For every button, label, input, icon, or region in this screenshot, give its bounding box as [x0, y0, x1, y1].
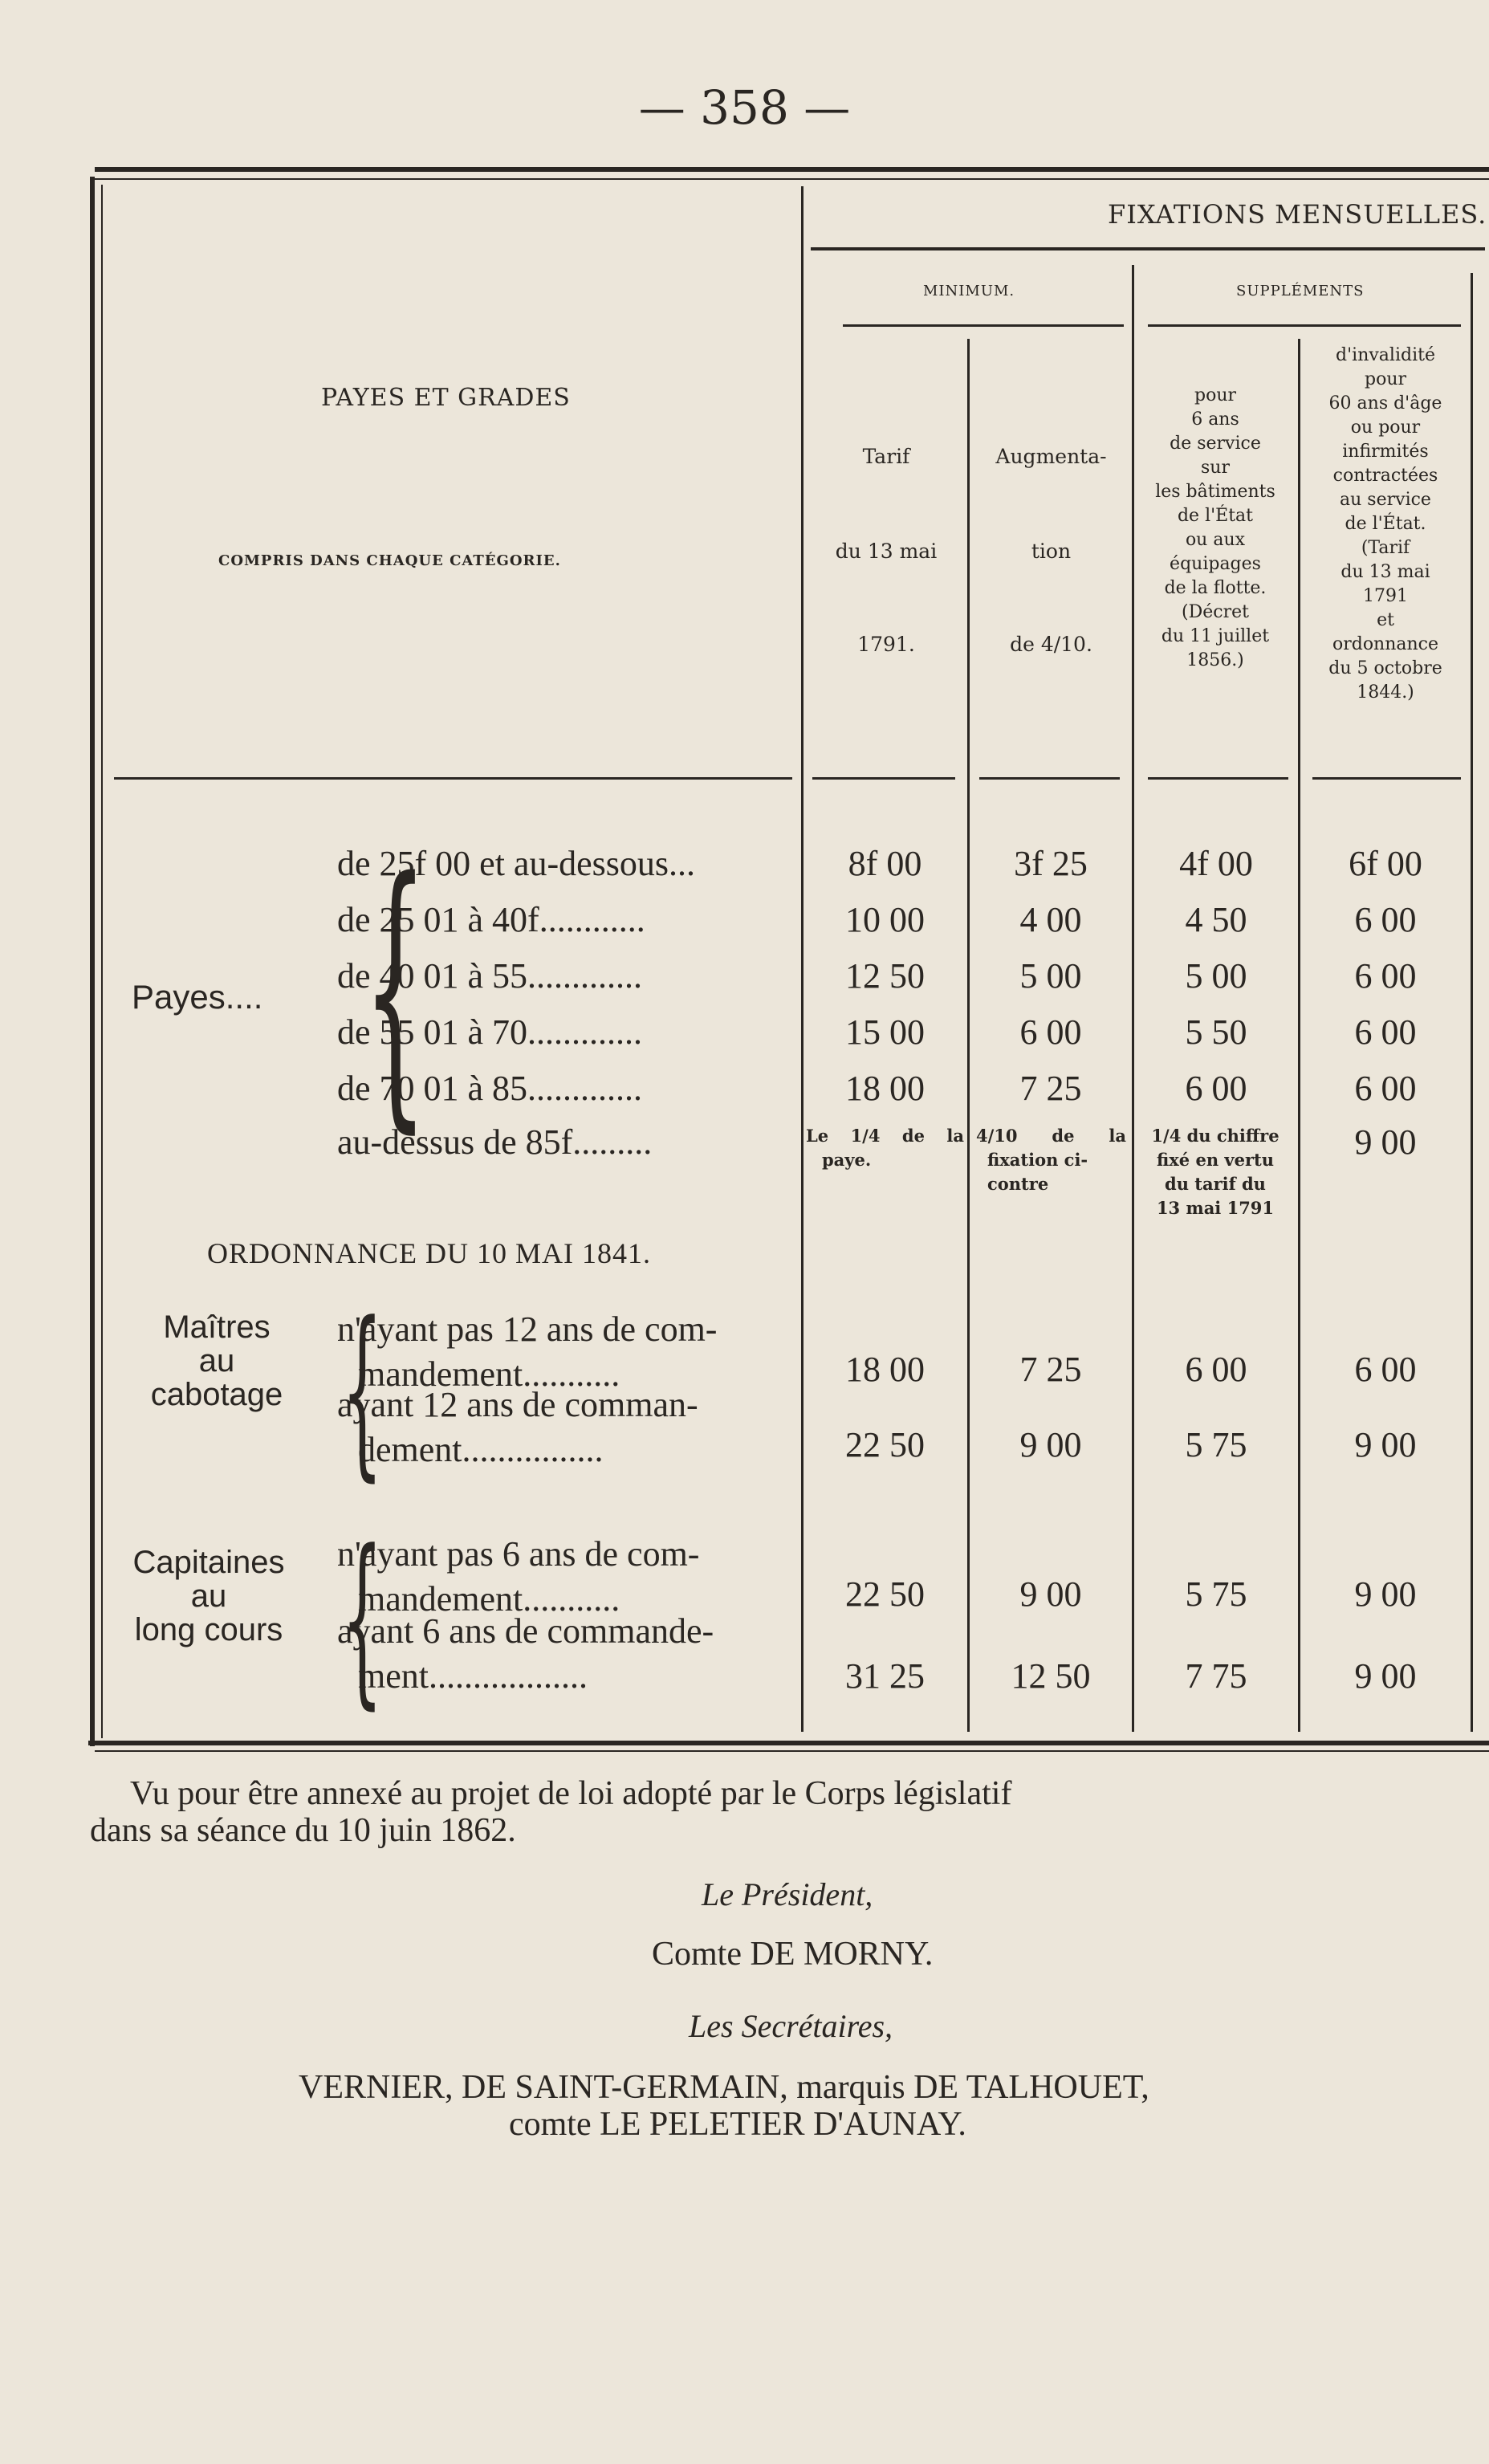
paye-row-supp1: 6 00	[1185, 1069, 1247, 1108]
maitres-row-label-line2: mandement...........	[358, 1354, 620, 1394]
president-title: Le Président,	[702, 1876, 873, 1912]
maitres-row-label-line2: dement................	[358, 1430, 604, 1469]
capitaines-label-line2: au	[190, 1578, 227, 1614]
capitaines-label-line1: Capitaines	[132, 1545, 285, 1580]
maitres-row-label	[337, 1383, 698, 1472]
paye-row-supp1: 5 00	[1185, 956, 1247, 996]
col-header-supp1-line11: du 11 juillet	[1161, 626, 1270, 646]
col-header-tarif-line3: 1791.	[857, 633, 915, 656]
secretaires-line2: comte LE PELETIER D'AUNAY.	[509, 2106, 966, 2143]
col-header-supp2-line11: 1791	[1363, 586, 1408, 606]
supplements-rule	[1148, 324, 1461, 327]
col-header-supp2-line5: infirmités	[1342, 442, 1429, 462]
col-header-tarif-line2: du 13 mai	[835, 540, 938, 563]
table-top-rule	[95, 167, 1489, 172]
col-header-supp1-line1: pour	[1194, 385, 1236, 405]
paye-row-aug: 6 00	[1019, 1012, 1082, 1052]
col-header-supp2	[1300, 344, 1471, 705]
col-header-supp2-line8: de l'État.	[1345, 514, 1426, 534]
col-header-augmentation	[973, 434, 1129, 668]
maitres-row-label-line1: ayant 12 ans de comman-	[337, 1385, 698, 1424]
minimum-rule	[843, 324, 1124, 327]
paye-row-label: de 70 01 à 85.............	[337, 1069, 643, 1108]
col-header-supp1-line5: les bâtiments	[1155, 482, 1275, 502]
last-paye-aug-line3: contre	[987, 1174, 1049, 1194]
paye-row-tarif: 10 00	[845, 900, 925, 939]
left-header-subtitle: COMPRIS DANS CHAQUE CATÉGORIE.	[218, 552, 561, 569]
header-bottom-rule-4	[1148, 777, 1288, 780]
col-header-supp2-line15: 1844.)	[1357, 682, 1414, 703]
col-header-supp2-line4: ou pour	[1350, 417, 1421, 438]
last-paye-s1-line4: 13 mai 1791	[1156, 1198, 1275, 1218]
maitres-brace: {	[341, 1284, 383, 1498]
col-header-supp1-line3: de service	[1170, 434, 1261, 454]
payes-label: Payes....	[132, 978, 263, 1016]
maitres-row-s2: 6 00	[1354, 1350, 1417, 1389]
last-paye-s1-line1: 1/4 du chiffre	[1151, 1126, 1279, 1146]
footer-line2: dans sa séance du 10 juin 1862.	[90, 1812, 516, 1849]
table-left-border	[90, 177, 95, 1746]
maitres-row-aug: 7 25	[1019, 1350, 1082, 1389]
col-header-supp1-line2: 6 ans	[1191, 409, 1239, 430]
president-name: Comte DE MORNY.	[652, 1936, 934, 1973]
col-header-supp2-line9: (Tarif	[1361, 538, 1410, 558]
paye-row-supp2: 6 00	[1354, 956, 1417, 996]
col-header-tarif-line1: Tarif	[862, 445, 910, 468]
capitaines-row-s1: 5 75	[1185, 1574, 1247, 1614]
capitaines-row-tarif: 22 50	[845, 1574, 925, 1614]
last-paye-tarif-line2: paye.	[822, 1150, 872, 1170]
ordonnance-title: ORDONNANCE DU 10 MAI 1841.	[207, 1237, 651, 1269]
col-sep-5	[1471, 273, 1473, 1732]
capitaines-row-label-line2: mandement...........	[358, 1579, 620, 1619]
last-paye-tarif-line1: Le 1/4 de la	[806, 1126, 964, 1146]
group-supplements: SUPPLÉMENTS	[1236, 283, 1365, 299]
last-paye-aug-line1: 4/10 de la	[976, 1126, 1126, 1146]
capitaines-row-aug: 9 00	[1019, 1574, 1082, 1614]
paye-row-label: de 25 01 à 40f............	[337, 900, 645, 939]
paye-row-supp2: 6 00	[1354, 900, 1417, 939]
col-header-supp1-line6: de l'État	[1177, 506, 1254, 526]
paye-row-supp1: 5 50	[1185, 1012, 1247, 1052]
paye-row-tarif: 12 50	[845, 956, 925, 996]
table-left-border-inner	[101, 185, 103, 1738]
table-bottom-rule-thin	[95, 1750, 1489, 1752]
table-top-rule-thin	[95, 178, 1489, 180]
paye-row-supp1: 4f 00	[1179, 844, 1253, 883]
payes-brace: {	[363, 821, 428, 1157]
group-minimum: MINIMUM.	[923, 283, 1015, 299]
col-header-supp2-line3: 60 ans d'âge	[1328, 393, 1442, 413]
last-paye-aug	[973, 1124, 1129, 1196]
maitres-row-s1: 6 00	[1185, 1350, 1247, 1389]
col-header-supp2-line14: du 5 octobre	[1328, 658, 1442, 678]
col-header-supp2-line13: ordonnance	[1332, 634, 1439, 654]
maitres-label	[136, 1310, 297, 1411]
footer-line1: Vu pour être annexé au projet de loi adopté par le Corps législatif	[130, 1775, 1012, 1812]
col-header-supp1-line4: sur	[1201, 458, 1230, 478]
maitres-label-line3: cabotage	[150, 1377, 283, 1412]
capitaines-label-line3: long cours	[134, 1612, 283, 1647]
paye-row-aug: 4 00	[1019, 900, 1082, 939]
capitaines-row-aug: 12 50	[1011, 1656, 1091, 1696]
col-header-supp2-line2: pour	[1364, 369, 1406, 389]
fixations-rule	[811, 247, 1485, 250]
maitres-row-label-line1: n'ayant pas 12 ans de com-	[337, 1309, 718, 1349]
paye-row-label: de 25f 00 et au-dessous...	[337, 844, 696, 883]
last-paye-s1-line2: fixé en vertu	[1157, 1150, 1274, 1170]
col-header-supp1-line8: équipages	[1170, 554, 1261, 574]
col-header-supp2-line1: d'invalidité	[1336, 345, 1435, 365]
paye-row-supp1: 4 50	[1185, 900, 1247, 939]
last-paye-supp1	[1135, 1124, 1296, 1220]
col-header-aug-line1: Augmenta-	[995, 445, 1107, 468]
capitaines-row-tarif: 31 25	[845, 1656, 925, 1696]
last-paye-aug-line2: fixation ci-	[987, 1150, 1088, 1170]
col-header-tarif	[809, 434, 963, 668]
capitaines-brace: {	[341, 1512, 383, 1726]
paye-row-supp2: 6f 00	[1349, 844, 1422, 883]
table-bottom-rule	[88, 1741, 1489, 1745]
capitaines-row-s1: 7 75	[1185, 1656, 1247, 1696]
paye-row-label: de 55 01 à 70.............	[337, 1012, 643, 1052]
fixations-title: FIXATIONS MENSUELLES.	[1108, 199, 1487, 230]
paye-row-label: de 40 01 à 55.............	[337, 956, 643, 996]
capitaines-row-s2: 9 00	[1354, 1574, 1417, 1614]
col-header-supp2-line7: au service	[1340, 490, 1431, 510]
paye-row-supp2: 6 00	[1354, 1012, 1417, 1052]
maitres-row-s1: 5 75	[1185, 1425, 1247, 1464]
col-header-supp1-line10: (Décret	[1182, 602, 1249, 622]
col-header-supp1-line12: 1856.)	[1186, 650, 1244, 670]
last-paye-supp2: 9 00	[1354, 1122, 1417, 1162]
header-bottom-rule-5	[1312, 777, 1461, 780]
col-header-supp2-line6: contractées	[1332, 466, 1438, 486]
col-header-supp1-line9: de la flotte.	[1164, 578, 1267, 598]
header-bottom-rule-1	[114, 777, 792, 780]
secretaires-title: Les Secrétaires,	[689, 2008, 893, 2044]
maitres-row-s2: 9 00	[1354, 1425, 1417, 1464]
maitres-row-tarif: 18 00	[845, 1350, 925, 1389]
page-number: — 358 —	[638, 80, 851, 135]
left-header-title: PAYES ET GRADES	[321, 384, 571, 412]
col-header-aug-line2: tion	[1031, 540, 1072, 563]
paye-row-tarif: 18 00	[845, 1069, 925, 1108]
paye-row-tarif: 8f 00	[848, 844, 922, 883]
maitres-label-line1: Maîtres	[163, 1309, 271, 1345]
col-header-supp1-line7: ou aux	[1185, 530, 1246, 550]
last-paye-tarif	[803, 1124, 967, 1172]
maitres-label-line2: au	[198, 1343, 235, 1379]
capitaines-row-label-line2: ment..................	[358, 1656, 588, 1696]
maitres-row-aug: 9 00	[1019, 1425, 1082, 1464]
col-header-aug-line3: de 4/10.	[1010, 633, 1092, 656]
paye-row-aug: 5 00	[1019, 956, 1082, 996]
paye-row-aug: 3f 25	[1014, 844, 1088, 883]
capitaines-row-label-line1: n'ayant pas 6 ans de com-	[337, 1534, 700, 1574]
last-paye-label: au-dessus de 85f.........	[337, 1122, 653, 1162]
maitres-row-tarif: 22 50	[845, 1425, 925, 1464]
header-bottom-rule-3	[979, 777, 1120, 780]
col-header-supp1	[1135, 384, 1296, 673]
col-header-supp2-line10: du 13 mai	[1341, 562, 1430, 582]
paye-row-supp2: 6 00	[1354, 1069, 1417, 1108]
capitaines-row-s2: 9 00	[1354, 1656, 1417, 1696]
capitaines-label	[112, 1546, 305, 1647]
col-header-supp2-line12: et	[1377, 610, 1394, 630]
paye-row-aug: 7 25	[1019, 1069, 1082, 1108]
secretaires-line1: VERNIER, DE SAINT-GERMAIN, marquis DE TALHOUET,	[299, 2069, 1149, 2106]
header-bottom-rule-2	[812, 777, 955, 780]
capitaines-row-label	[337, 1609, 714, 1699]
paye-row-tarif: 15 00	[845, 1012, 925, 1052]
last-paye-s1-line3: du tarif du	[1165, 1174, 1266, 1194]
capitaines-row-label-line1: ayant 6 ans de commande-	[337, 1611, 714, 1651]
